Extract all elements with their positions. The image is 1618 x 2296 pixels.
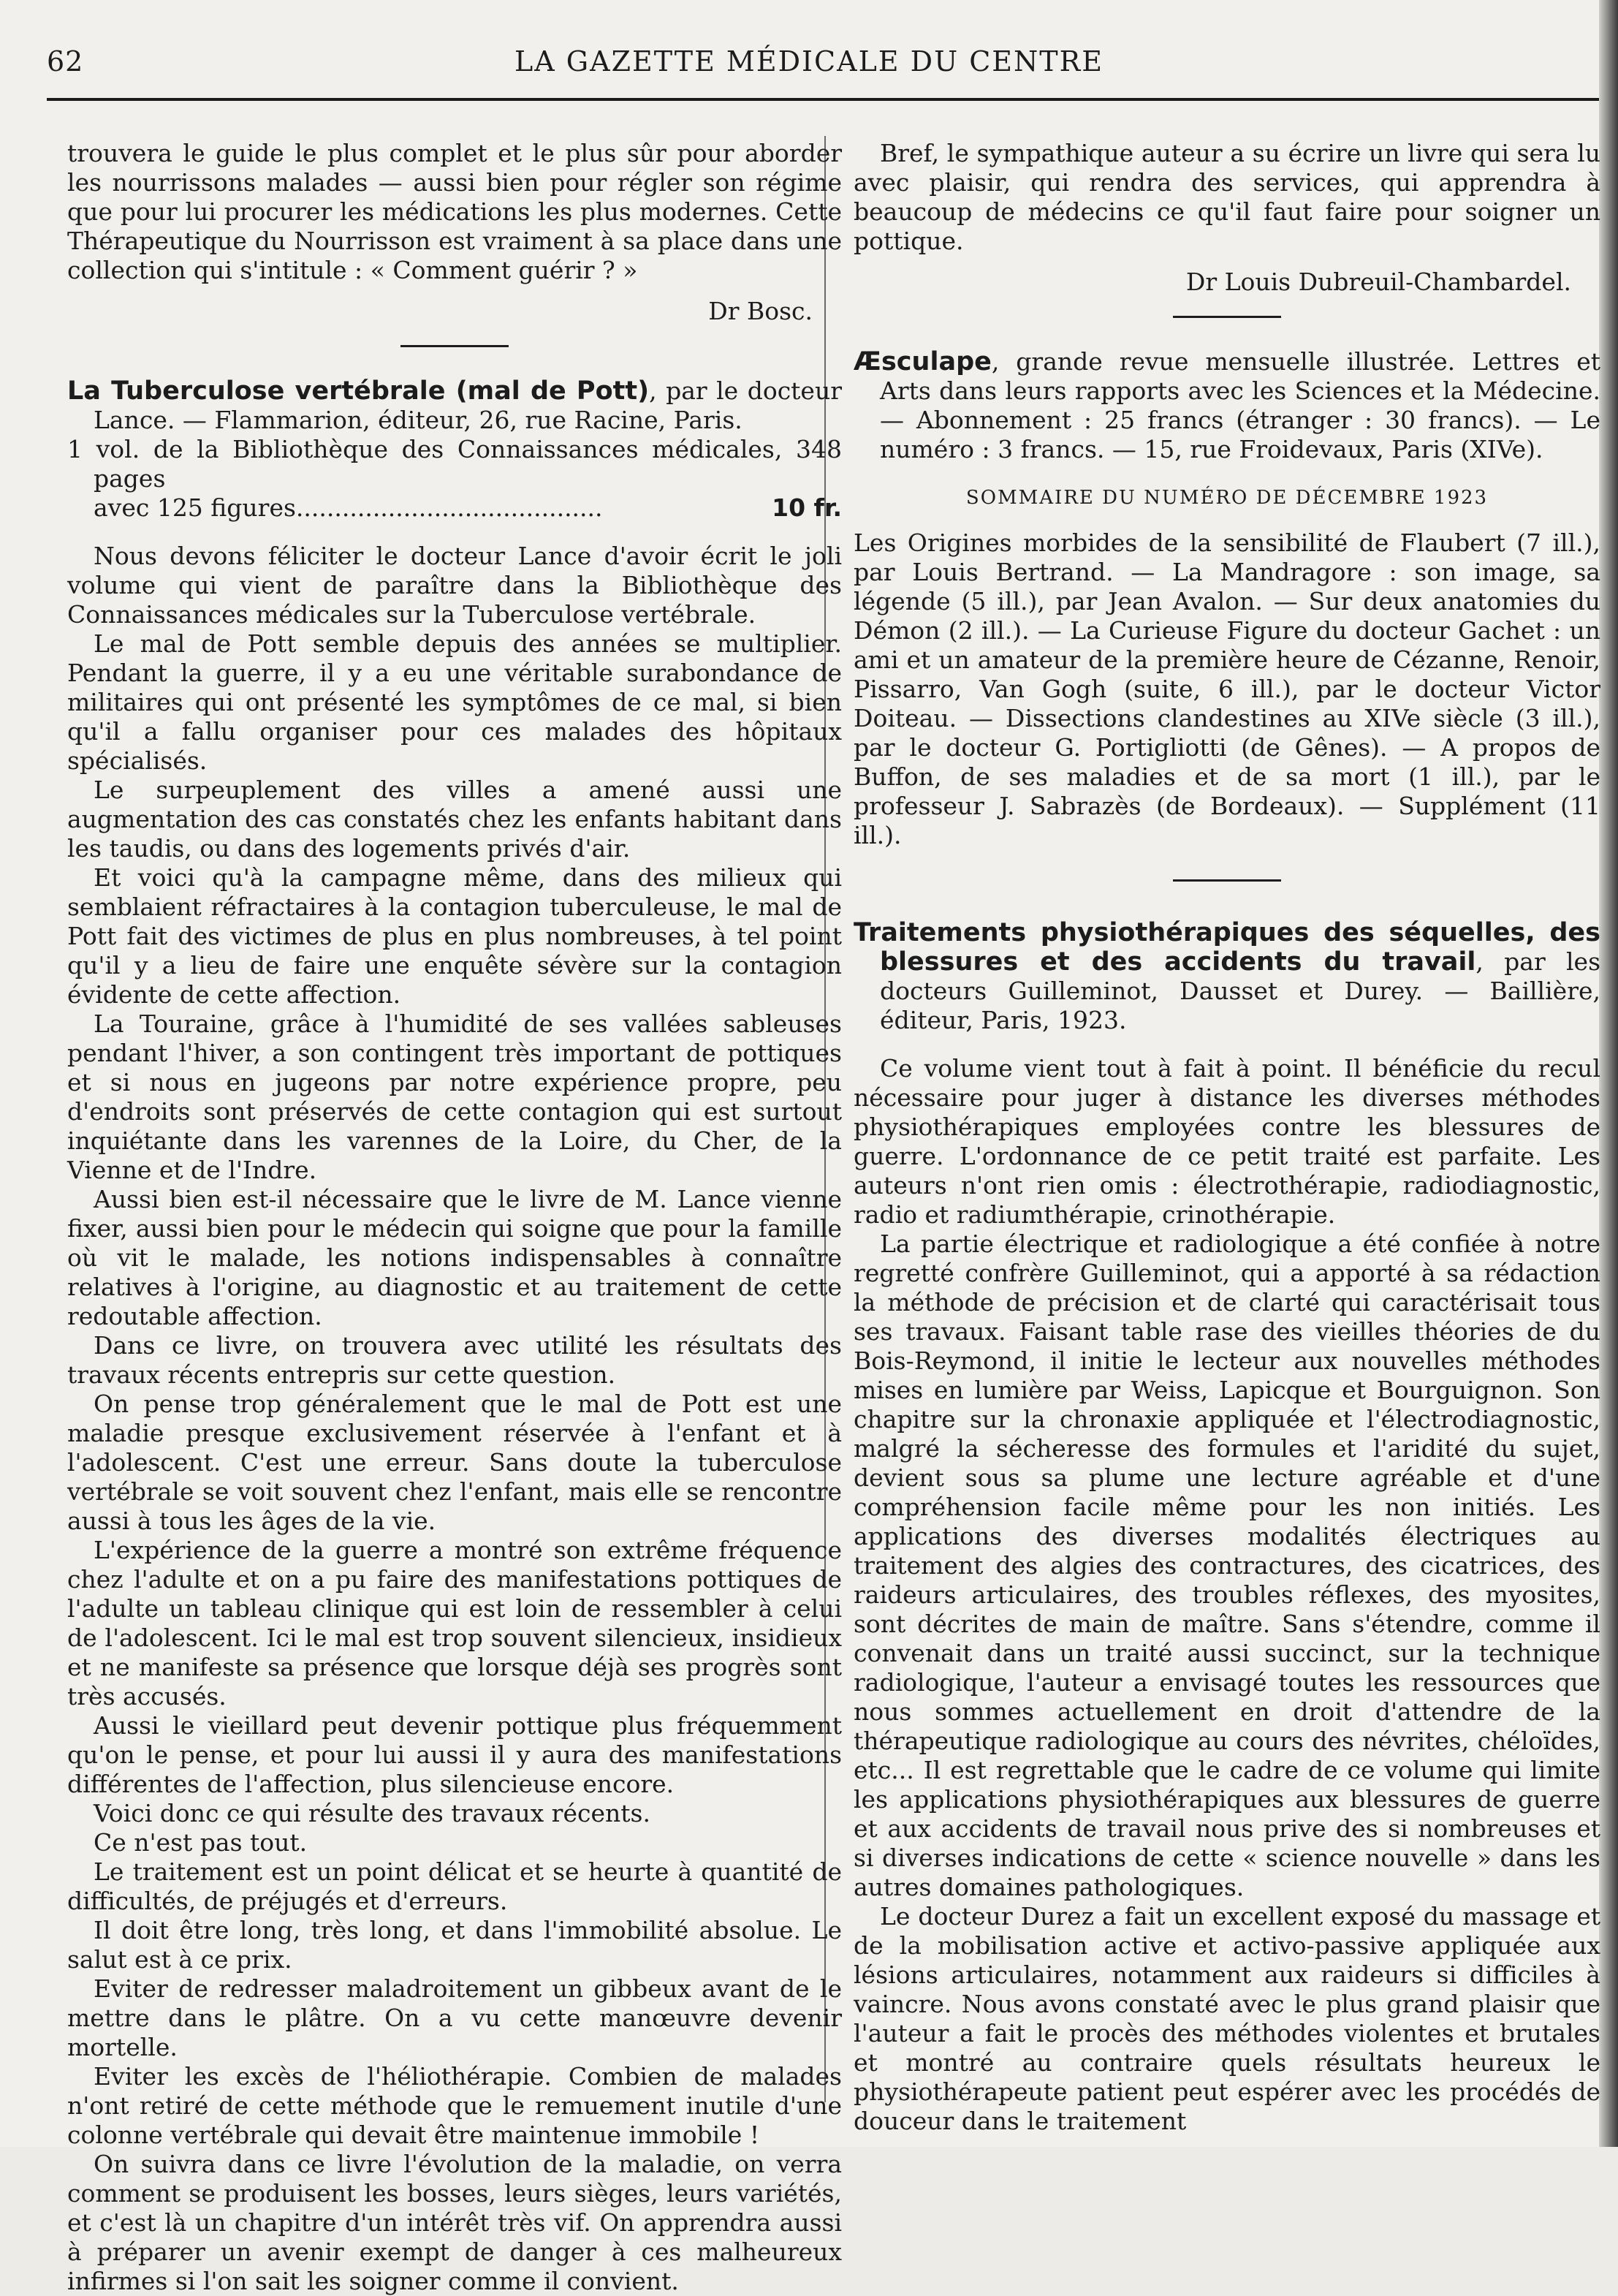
review-paragraph: La Touraine, grâce à l'humidité de ses vallées sableuses pendant l'hiver, a son contingent très important de pottiques et si nous en jugeons par notre expérience propre, peu d'endroits sont préservés de cette contagion qui est surtout inquiétante dans les varennes de la Loire, du Cher, de la Vienne et de l'Indre.: [67, 1009, 842, 1184]
review-paragraph: Le docteur Durez a fait un excellent exposé du massage et de la mobilisation active et activo-passive appliquée aux lésions articulaires, notamment aux raideurs si difficiles à vaincre. Nous avons constaté avec le plus grand plaisir que l'auteur a fait le procès des méthodes violentes et brutales et montré au contraire quels résultats heureux le physiothérapeute patient peut espérer avec les procédés de douceur dans le traitement: [854, 1902, 1600, 2135]
review-title: Traitements physiothérapiques des séquelles, des blessures et des accidents du travail: [854, 918, 1600, 977]
summary-text: Les Origines morbides de la sensibilité de Flaubert (7 ill.), par Louis Bertrand. — La Mandragore : son image, sa légende (5 ill.), par Jean Avalon. — Sur deux anatomies du Démon (2 ill.). — La Curieuse Figure du docteur Gachet : un ami et un amateur de la première heure de Cézanne, Renoir, Pissarro, Van Gogh (suite, 6 ill.), par le docteur Victor Doiteau. — Dissections clandestines au XIVe siècle (3 ill.), par le docteur G. Portigliotti (de Gênes). — A propos de Buffon, de ses maladies et de sa mort (1 ill.), par le professeur J. Sabrazès (de Bordeaux). — Supplément (11 ill.).: [854, 528, 1600, 849]
review-paragraph: Il doit être long, très long, et dans l'immobilité absolue. Le salut est à ce prix.: [67, 1916, 842, 1974]
page-number: 62: [47, 45, 84, 77]
spacer: [67, 523, 842, 542]
review-byline: , par les docteurs Guilleminot, Dausset et Durey. — Baillière, éditeur, Paris, 1923.: [880, 947, 1601, 1034]
review-paragraph: L'expérience de la guerre a montré son extrême fréquence chez l'adulte et on a pu faire des manifestations pottiques de l'adulte un tableau clinique qui est loin de ressembler à celui de l'adolescent. Ici le mal est trop souvent silencieux, insidieux et ne manifeste sa présence que lorsque déjà ses progrès sont très accusés.: [67, 1536, 842, 1710]
review-biblio: 1 vol. de la Bibliothèque des Connaissances médicales, 348 pages: [67, 435, 842, 493]
section-separator: [400, 345, 509, 347]
spacer: [854, 1035, 1600, 1054]
intro-signature: Dr Bosc.: [708, 297, 813, 325]
review-byline: , par le docteur Lance. — Flammarion, éditeur, 26, rue Racine, Paris.: [94, 376, 842, 434]
notice-text: , grande revue mensuelle illustrée. Lettres et Arts dans leurs rapports avec les Sciences et la Médecine. — Abonnement : 25 francs (étranger : 30 francs). — Le numéro : 3 francs. — 15, rue Froidevaux, Paris (XIVe).: [880, 347, 1600, 463]
review-biblio-figures: avec 125 figures........................................: [94, 493, 603, 522]
review-paragraph: La partie électrique et radiologique a été confiée à notre regretté confrère Guilleminot, qui a apporté à sa rédaction la méthode de précision et de clarté qui caractérisait tous ses travaux. Faisant table rase des vieilles théories de du Bois-Reymond, il initie le lecteur aux nouvelles méthodes mises en lumière par Weiss, Lapicque et Bourguignon. Son chapitre sur la chronaxie appliquée et l'électrodiagnostic, malgré la sécheresse des formules et l'aridité du sujet, devient sous sa plume une lecture agréable et d'une compréhension facile même pour les non initiés. Les applications des diverses modalités électriques au traitement des algies des contractures, des cicatrices, des raideurs articulaires, des troubles réflexes, des myosites, sont décrites de main de maître. Sans s'étendre, comme il convenait dans un traité aussi succinct, sur la technique radiologique, l'auteur a envisagé toutes les ressources que nous sommes actuellement en droit d'attendre de la thérapeutique radiologique au cours des névrites, chéloïdes, etc... Il est regrettable que le cadre de ce volume qui limite les applications physiothérapiques aux blessures de guerre et aux accidents de travail nous prive des si nombreuses et si diverses indications de cette « science nouvelle » dans les autres domaines pathologiques.: [854, 1230, 1600, 1901]
review-paragraph: On pense trop généralement que le mal de Pott est une maladie presque exclusivement réservée à l'enfant et à l'adolescent. C'est une erreur. Sans doute la tuberculose vertébrale se voit souvent chez l'enfant, mais elle se rencontre aussi à tous les âges de la vie.: [67, 1390, 842, 1535]
review-paragraph: Le mal de Pott semble depuis des années se multiplier. Pendant la guerre, il y a eu une véritable surabondance de militaires qui ont présenté les symptômes de ce mal, si bien qu'il a fallu organiser pour ces malades des hôpitaux spécialisés.: [67, 629, 842, 775]
review-paragraph: Ce n'est pas tout.: [94, 1828, 308, 1857]
summary-heading: SOMMAIRE DU NUMÉRO DE DÉCEMBRE 1923: [965, 487, 1489, 509]
review-paragraph: Nous devons féliciter le docteur Lance d'avoir écrit le joli volume qui vient de paraître dans la Bibliothèque des Connaissances médicales sur la Tuberculose vertébrale.: [67, 542, 842, 629]
review-heading: [67, 376, 842, 435]
review-title: La Tuberculose vertébrale (mal de Pott): [67, 376, 650, 406]
intro-paragraph: Bref, le sympathique auteur a su écrire un livre qui sera lu avec plaisir, qui rendra des services, qui apprendra à beaucoup de médecins ce qu'il faut faire pour soigner un pottique.: [854, 139, 1600, 255]
intro-signature: Dr Louis Dubreuil-Chambardel.: [1185, 268, 1571, 296]
review-heading: [854, 918, 1600, 1035]
notice-title: Æsculape: [854, 347, 992, 376]
review-paragraph: Voici donc ce qui résulte des travaux récents.: [94, 1799, 650, 1827]
review-paragraph: Aussi le vieillard peut devenir pottique plus fréquemment qu'on le pense, et pour lui aussi il y aura des manifestations différentes de l'affection, plus silencieuse encore.: [67, 1711, 842, 1798]
review-paragraph: Ce volume vient tout à fait à point. Il bénéficie du recul nécessaire pour juger à distance les diverses méthodes physiothérapiques employées contre les blessures de guerre. L'ordonnance de ce petit traité est parfaite. Les auteurs n'ont rien omis : électrothérapie, radiodiagnostic, radio et radiumthérapie, crinothérapie.: [854, 1054, 1600, 1229]
review-paragraph: Le traitement est un point délicat et se heurte à quantité de difficultés, de préjugés et d'erreurs.: [67, 1857, 842, 1915]
review-paragraph: On suivra dans ce livre l'évolution de la maladie, on verra comment se produisent les bosses, leurs sièges, leurs variétés, et c'est là un chapitre d'un intérêt très vif. On apprendra aussi à préparer un avenir exempt de danger à ces malheureux infirmes si l'on sait les soigner comme il convient.: [67, 2150, 842, 2295]
header-rule: [47, 98, 1599, 101]
review-paragraph: Le surpeuplement des villes a amené aussi une augmentation des cas constatés chez les enfants habitant dans les taudis, ou dans des logements privés d'air.: [67, 776, 842, 863]
intro-paragraph: trouvera le guide le plus complet et le plus sûr pour aborder les nourrissons malades — aussi bien pour régler son régime que pour lui procurer les médications les plus modernes. Cette Thérapeutique du Nourrisson est vraiment à sa place dans une collection qui s'intitule : « Comment guérir ? »: [67, 139, 842, 284]
page-spine-shadow: [1599, 0, 1618, 2147]
review-paragraph: Eviter les excès de l'héliothérapie. Combien de malades n'ont retiré de cette méthode que le remuement inutile d'une colonne vertébrale qui devait être maintenue immobile !: [67, 2062, 842, 2149]
notice-paragraph: [854, 347, 1600, 464]
review-biblio-line: [67, 493, 842, 523]
review-price: 10 fr.: [772, 493, 842, 522]
review-paragraph: Eviter de redresser maladroitement un gibbeux avant de le mettre dans le plâtre. On a vu cette manœuvre devenir mortelle.: [67, 1974, 842, 2061]
journal-title: LA GAZETTE MÉDICALE DU CENTRE: [514, 45, 1104, 77]
review-paragraph: Et voici qu'à la campagne même, dans des milieux qui semblaient réfractaires à la contagion tuberculeuse, le mal de Pott fait des victimes de plus en plus nombreuses, à tel point qu'il y a lieu de faire une enquête sévère sur la contagion évidente de cette affection.: [67, 863, 842, 1009]
section-separator: [1173, 879, 1281, 882]
left-column: [67, 139, 842, 2296]
right-column: [854, 139, 1600, 2136]
review-paragraph: Dans ce livre, on trouvera avec utilité les résultats des travaux récents entrepris sur cette question.: [67, 1331, 842, 1389]
review-paragraph: Aussi bien est-il nécessaire que le livre de M. Lance vienne fixer, aussi bien pour le médecin qui soigne que pour la famille où vit le malade, les notions indispensables à connaître relatives à l'origine, au diagnostic et au traitement de cette redoutable affection.: [67, 1185, 842, 1330]
section-separator: [1173, 316, 1281, 318]
